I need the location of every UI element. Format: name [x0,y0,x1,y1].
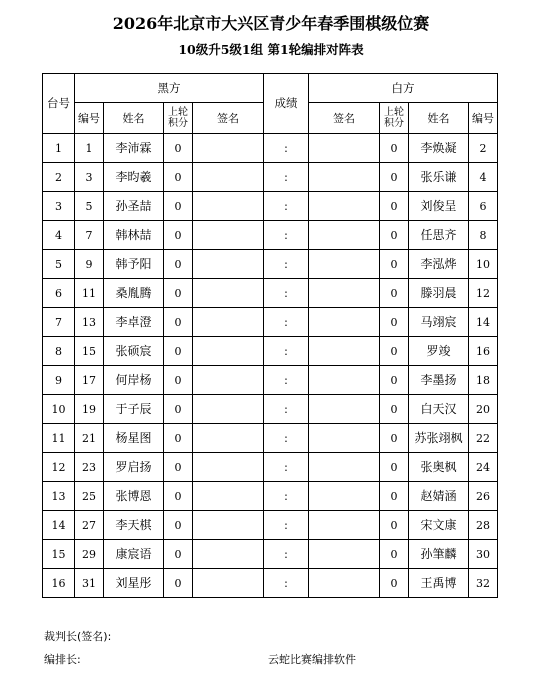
black-num-cell: 1 [75,134,104,163]
white-sign-cell [309,337,380,366]
white-score-cell: 0 [380,540,409,569]
black-num-cell: 5 [75,192,104,221]
black-sign-cell [193,511,264,540]
black-score-cell: 0 [164,511,193,540]
table-no-cell: 4 [43,221,75,250]
black-num-cell: 29 [75,540,104,569]
black-name-cell: 李卓澄 [104,308,164,337]
white-score-cell: 0 [380,453,409,482]
table-row [43,337,498,366]
header-black-num: 编号 [75,103,104,134]
page-title: 2026年北京市大兴区青少年春季围棋级位赛 [112,14,430,33]
result-cell: : [264,192,309,221]
black-sign-cell [193,279,264,308]
header-black-name: 姓名 [104,103,164,134]
table-row [43,192,498,221]
result-cell: : [264,482,309,511]
referee-signature-label: 裁判长(签名): [44,630,112,643]
table-no-cell: 7 [43,308,75,337]
result-cell: : [264,337,309,366]
table-no-cell: 13 [43,482,75,511]
black-name-cell: 罗启扬 [104,453,164,482]
black-sign-cell [193,308,264,337]
black-sign-cell [193,424,264,453]
white-sign-cell [309,366,380,395]
black-sign-cell [193,221,264,250]
black-num-cell: 13 [75,308,104,337]
white-score-cell: 0 [380,279,409,308]
white-score-cell: 0 [380,308,409,337]
white-sign-cell [309,569,380,598]
table-row [43,163,498,192]
table-no-cell: 5 [43,250,75,279]
white-sign-cell [309,134,380,163]
black-num-cell: 3 [75,163,104,192]
black-name-cell: 李昀羲 [104,163,164,192]
black-name-cell: 何岸杨 [104,366,164,395]
header-white-num: 编号 [469,103,498,134]
black-num-cell: 7 [75,221,104,250]
result-cell: : [264,366,309,395]
white-score-cell: 0 [380,569,409,598]
white-sign-cell [309,482,380,511]
white-name-cell: 孙筆麟 [409,540,469,569]
black-num-cell: 9 [75,250,104,279]
white-name-cell: 罗竣 [409,337,469,366]
black-name-cell: 于子辰 [104,395,164,424]
black-score-cell: 0 [164,308,193,337]
table-row [43,134,498,163]
white-sign-cell [309,424,380,453]
white-name-cell: 李泓烨 [409,250,469,279]
result-cell: : [264,221,309,250]
header-white-name: 姓名 [409,103,469,134]
white-num-cell: 20 [469,395,498,424]
white-name-cell: 滕羽晨 [409,279,469,308]
white-sign-cell [309,308,380,337]
black-score-cell: 0 [164,482,193,511]
table-row [43,540,498,569]
white-name-cell: 李墨扬 [409,366,469,395]
black-sign-cell [193,250,264,279]
black-score-cell: 0 [164,395,193,424]
header-black-sign: 签名 [193,103,264,134]
result-cell: : [264,308,309,337]
white-name-cell: 张奥枫 [409,453,469,482]
black-score-cell: 0 [164,366,193,395]
white-sign-cell [309,163,380,192]
black-sign-cell [193,134,264,163]
result-cell: : [264,540,309,569]
black-sign-cell [193,482,264,511]
black-score-cell: 0 [164,424,193,453]
black-score-cell: 0 [164,569,193,598]
black-sign-cell [193,337,264,366]
table-no-cell: 1 [43,134,75,163]
black-num-cell: 15 [75,337,104,366]
white-num-cell: 14 [469,308,498,337]
black-name-cell: 张硕宸 [104,337,164,366]
white-name-cell: 马翊宸 [409,308,469,337]
white-score-cell: 0 [380,511,409,540]
black-score-cell: 0 [164,250,193,279]
white-score-cell: 0 [380,424,409,453]
white-score-cell: 0 [380,221,409,250]
black-name-cell: 康宸语 [104,540,164,569]
white-sign-cell [309,192,380,221]
table-no-cell: 16 [43,569,75,598]
black-num-cell: 25 [75,482,104,511]
white-num-cell: 12 [469,279,498,308]
white-name-cell: 李焕凝 [409,134,469,163]
black-num-cell: 21 [75,424,104,453]
white-score-cell: 0 [380,482,409,511]
header-black-prev-score: 上轮积分 [164,103,193,134]
white-score-cell: 0 [380,163,409,192]
white-name-cell: 刘俊呈 [409,192,469,221]
black-name-cell: 孙圣喆 [104,192,164,221]
table-no-cell: 3 [43,192,75,221]
white-name-cell: 苏张翊枫 [409,424,469,453]
black-sign-cell [193,395,264,424]
table-no-cell: 11 [43,424,75,453]
table-row [43,279,498,308]
white-num-cell: 26 [469,482,498,511]
table-row [43,424,498,453]
white-num-cell: 18 [469,366,498,395]
header-white-prev-score: 上轮积分 [380,103,409,134]
white-num-cell: 4 [469,163,498,192]
result-cell: : [264,569,309,598]
white-num-cell: 16 [469,337,498,366]
black-score-cell: 0 [164,337,193,366]
table-no-cell: 6 [43,279,75,308]
black-score-cell: 0 [164,279,193,308]
white-num-cell: 32 [469,569,498,598]
black-score-cell: 0 [164,163,193,192]
black-num-cell: 19 [75,395,104,424]
black-sign-cell [193,163,264,192]
white-sign-cell [309,453,380,482]
black-sign-cell [193,192,264,221]
header-black: 黑方 [75,74,264,103]
black-num-cell: 11 [75,279,104,308]
black-score-cell: 0 [164,134,193,163]
table-row [43,366,498,395]
white-name-cell: 赵婧涵 [409,482,469,511]
pairing-table [42,73,498,598]
header-white: 白方 [309,74,498,103]
black-sign-cell [193,540,264,569]
white-num-cell: 24 [469,453,498,482]
black-sign-cell [193,569,264,598]
black-sign-cell [193,366,264,395]
white-score-cell: 0 [380,134,409,163]
black-name-cell: 李沛霖 [104,134,164,163]
black-score-cell: 0 [164,221,193,250]
black-num-cell: 23 [75,453,104,482]
white-sign-cell [309,395,380,424]
black-score-cell: 0 [164,540,193,569]
result-cell: : [264,453,309,482]
table-no-cell: 15 [43,540,75,569]
table-no-cell: 10 [43,395,75,424]
black-sign-cell [193,453,264,482]
result-cell: : [264,163,309,192]
white-num-cell: 30 [469,540,498,569]
white-score-cell: 0 [380,192,409,221]
result-cell: : [264,395,309,424]
white-num-cell: 10 [469,250,498,279]
white-num-cell: 8 [469,221,498,250]
white-sign-cell [309,221,380,250]
header-result: 成绩 [264,74,309,134]
table-row [43,250,498,279]
black-name-cell: 韩予阳 [104,250,164,279]
white-sign-cell [309,540,380,569]
white-num-cell: 28 [469,511,498,540]
black-name-cell: 刘星彤 [104,569,164,598]
result-cell: : [264,424,309,453]
table-row [43,511,498,540]
white-name-cell: 王禹博 [409,569,469,598]
table-no-cell: 2 [43,163,75,192]
white-sign-cell [309,511,380,540]
table-row [43,569,498,598]
result-cell: : [264,279,309,308]
black-name-cell: 张博恩 [104,482,164,511]
white-num-cell: 2 [469,134,498,163]
table-row [43,453,498,482]
white-num-cell: 22 [469,424,498,453]
white-score-cell: 0 [380,366,409,395]
black-name-cell: 杨星图 [104,424,164,453]
table-no-cell: 9 [43,366,75,395]
white-score-cell: 0 [380,395,409,424]
black-name-cell: 桑胤腾 [104,279,164,308]
white-num-cell: 6 [469,192,498,221]
white-sign-cell [309,279,380,308]
table-no-cell: 8 [43,337,75,366]
black-num-cell: 31 [75,569,104,598]
header-table-no: 台号 [43,74,75,134]
result-cell: : [264,250,309,279]
table-row [43,221,498,250]
black-name-cell: 韩林喆 [104,221,164,250]
black-num-cell: 17 [75,366,104,395]
table-row [43,308,498,337]
table-row [43,482,498,511]
black-score-cell: 0 [164,453,193,482]
header-white-sign: 签名 [309,103,380,134]
white-name-cell: 张乐谦 [409,163,469,192]
table-no-cell: 12 [43,453,75,482]
white-score-cell: 0 [380,337,409,366]
black-score-cell: 0 [164,192,193,221]
white-name-cell: 任思齐 [409,221,469,250]
arranger-label: 编排长: [44,653,81,666]
white-name-cell: 白天汉 [409,395,469,424]
white-name-cell: 宋文康 [409,511,469,540]
white-sign-cell [309,250,380,279]
black-num-cell: 27 [75,511,104,540]
page-subtitle: 10级升5级1组 第1轮编排对阵表 [178,42,364,57]
result-cell: : [264,511,309,540]
result-cell: : [264,134,309,163]
black-name-cell: 李天棋 [104,511,164,540]
software-credit: 云蛇比赛编排软件 [268,653,356,666]
table-no-cell: 14 [43,511,75,540]
white-score-cell: 0 [380,250,409,279]
table-row [43,395,498,424]
